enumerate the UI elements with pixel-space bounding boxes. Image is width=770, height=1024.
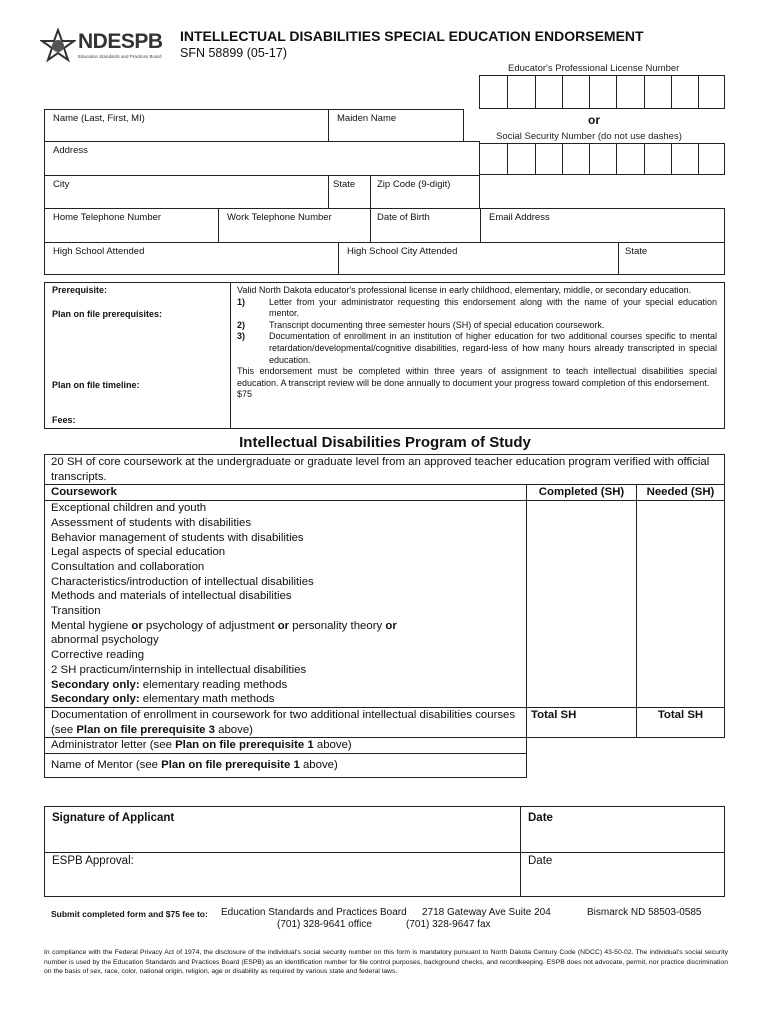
course-item: Corrective reading: [51, 649, 145, 662]
course-item: abnormal psychology: [51, 634, 159, 647]
documentation-row: Documentation of enrollment in coursework for two additional intellectual disabilities courses (see Plan on file prerequisite 3 above): [44, 708, 527, 738]
applicant-signature-field[interactable]: Signature of Applicant: [52, 812, 175, 824]
org-address: Education Standards and Practices Board: [221, 907, 407, 918]
city-field[interactable]: City: [44, 175, 329, 209]
applicant-date-field[interactable]: Date: [528, 812, 553, 824]
work-phone-field[interactable]: Work Telephone Number: [218, 208, 371, 243]
program-table: [44, 454, 725, 778]
logo-text: NDESPB: [78, 30, 163, 53]
fees-text: $75: [237, 389, 253, 400]
street-address: 2718 Gateway Ave Suite 204: [422, 907, 551, 918]
maiden-name-field[interactable]: Maiden Name: [328, 109, 464, 142]
course-item: Characteristics/introduction of intellectual disabilities: [51, 575, 314, 588]
city-address: Bismarck ND 58503-0585: [587, 907, 702, 918]
espb-approval-field[interactable]: ESPB Approval:: [52, 855, 134, 867]
license-label: Educator's Professional License Number: [508, 63, 680, 74]
completed-column[interactable]: [527, 501, 637, 708]
zip-field[interactable]: Zip Code (9-digit): [370, 175, 480, 209]
course-item: Assessment of students with disabilities: [51, 516, 252, 529]
ssn-boxes[interactable]: [479, 143, 725, 175]
prereq-label: Prerequisite:: [52, 285, 108, 295]
timeline-label: Plan on file timeline:: [52, 380, 140, 390]
address-field[interactable]: Address: [44, 141, 480, 176]
form-title: INTELLECTUAL DISABILITIES SPECIAL EDUCATION ENDORSEMENT: [180, 28, 644, 44]
submit-label: Submit completed form and $75 fee to:: [51, 909, 208, 919]
course-list: [44, 501, 527, 708]
home-phone-field[interactable]: Home Telephone Number: [44, 208, 219, 243]
timeline-text: This endorsement must be completed within three years of assignment to teach intellectual disabilities special education. A transcript review will be done annually to document your progress toward completion of this endorsement.: [237, 366, 717, 388]
total-needed: Total SH: [637, 708, 725, 738]
course-item: Behavior management of students with disabilities: [51, 531, 304, 544]
ssn-label: Social Security Number (do not use dashes): [496, 131, 682, 142]
plan-item: 2) Transcript documenting three semester hours (SH) of special education coursework.: [237, 319, 605, 330]
espb-logo: [40, 28, 180, 64]
dob-field[interactable]: Date of Birth: [370, 208, 481, 243]
course-item: Transition: [51, 605, 101, 618]
high-school-field[interactable]: High School Attended: [44, 242, 339, 275]
program-title: Intellectual Disabilities Program of Study: [239, 434, 531, 451]
course-item: Methods and materials of intellectual disabilities: [51, 590, 292, 603]
plan-item: 1) Letter from your administrator requesting this endorsement along with the name of your special education mentor.: [237, 296, 717, 319]
total-completed: Total SH: [527, 708, 637, 738]
course-item: Exceptional children and youth: [51, 502, 207, 515]
coursework-header: Coursework: [44, 485, 527, 501]
needed-column[interactable]: [637, 501, 725, 708]
course-item: Secondary only: elementary math methods: [51, 693, 275, 706]
course-item: Mental hygiene or psychology of adjustment or personality theory or: [51, 619, 397, 632]
requirements-label-column: [44, 282, 231, 429]
logo-subtext: Education Standards and Practices Board: [78, 54, 162, 59]
or-text: or: [588, 113, 600, 127]
name-field[interactable]: Name (Last, First, MI): [44, 109, 329, 142]
prereq-text: Valid North Dakota educator's professional license in early childhood, elementary, middle, or secondary education.: [237, 285, 692, 295]
program-intro: 20 SH of core coursework at the undergraduate or graduate level from an approved teacher education program verified with official transcripts.: [44, 454, 725, 485]
course-item: Legal aspects of special education: [51, 546, 226, 559]
course-item: Secondary only: elementary reading methods: [51, 678, 288, 691]
fees-label: Fees:: [52, 415, 76, 425]
phone-office: (701) 328-9641 office: [277, 919, 372, 930]
admin-letter-row: Administrator letter (see Plan on file prerequisite 1 above): [44, 738, 527, 754]
email-field[interactable]: Email Address: [480, 208, 725, 243]
plan-label: Plan on file prerequisites:: [52, 309, 163, 319]
espb-date-field[interactable]: Date: [528, 855, 553, 867]
license-number-boxes[interactable]: [479, 75, 725, 109]
mentor-row[interactable]: Name of Mentor (see Plan on file prerequisite 1 above): [44, 754, 527, 778]
completed-header: Completed (SH): [527, 485, 637, 501]
requirements-text: [237, 285, 717, 401]
privacy-notice: In compliance with the Federal Privacy Act of 1974, the disclosure of the individual's social security number on this form is mandatory pursuant to North Dakota Century Code (NDCC) 43-50-02. The individual's social security number is used by the Education Standards and Practices Board (ESPB) as an identification number for file control purposes, background checks, and recordkeeping. ESPB does not advocate, permit, nor practice discrimination on the basis of sex, race, color, national origin, religion, age or disability as required by various state and federal laws.: [44, 949, 728, 975]
needed-header: Needed (SH): [637, 485, 725, 501]
course-item: 2 SH practicum/internship in intellectual disabilities: [51, 663, 307, 676]
hs-state-field[interactable]: State: [618, 242, 725, 275]
form-number: SFN 58899 (05-17): [180, 46, 288, 60]
phone-fax: (701) 328-9647 fax: [406, 919, 491, 930]
star-logo-icon: [40, 28, 76, 64]
state-field[interactable]: State: [328, 175, 371, 209]
plan-item: 3) Documentation of enrollment in an institution of higher education for two additional courses specific to mental retardation/developmental/cognitive disabilities, regard-less of how many hours already transcripted in special education.: [237, 331, 717, 365]
hs-city-field[interactable]: High School City Attended: [338, 242, 619, 275]
course-item: Consultation and collaboration: [51, 560, 205, 573]
